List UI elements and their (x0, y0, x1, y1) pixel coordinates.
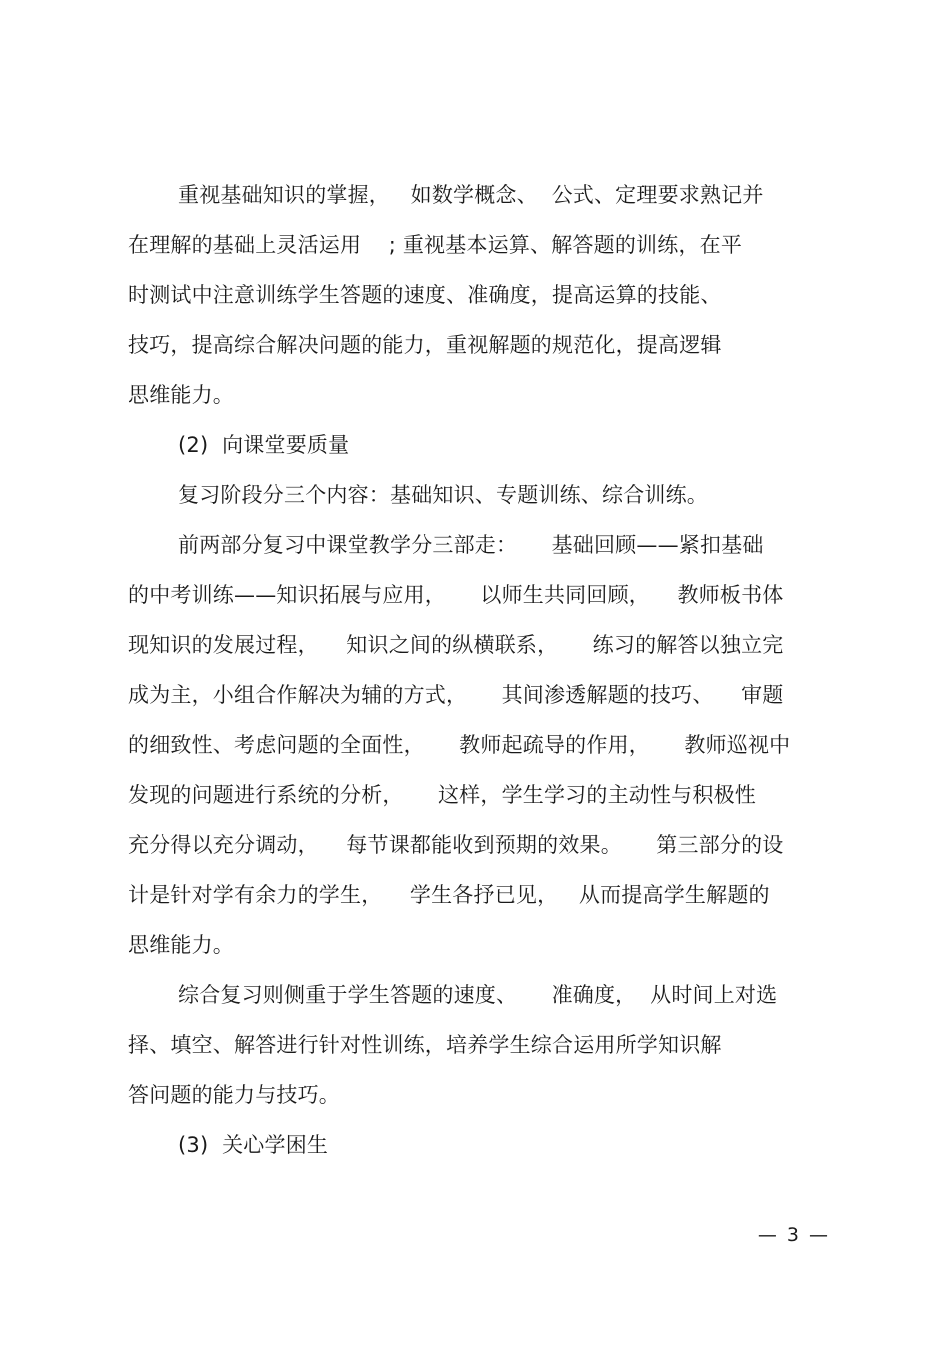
text-line: 的细致性、考虑问题的全面性， 教师起疏导的作用， 教师巡视中 (128, 733, 791, 757)
text-line: 计是针对学有余力的学生， 学生各抒已见， 从而提高学生解题的 (128, 883, 770, 907)
text-line: 复习阶段分三个内容：基础知识、专题训练、综合训练。 (178, 483, 708, 507)
text-line: 成为主，小组合作解决为辅的方式， 其间渗透解题的技巧、 审题 (128, 683, 784, 707)
text-line: 时测试中注意训练学生答题的速度、准确度，提高运算的技能、 (128, 283, 722, 307)
text-line: 的中考训练——知识拓展与应用， 以师生共同回顾， 教师板书体 (128, 583, 784, 607)
page-number: — 3 — (757, 1224, 830, 1246)
text-line: 充分得以充分调动， 每节课都能收到预期的效果。 第三部分的设 (128, 833, 784, 857)
text-line: 综合复习则侧重于学生答题的速度、 准确度， 从时间上对选 (178, 983, 778, 1007)
text-line: 在理解的基础上灵活运用 ; 重视基本运算、解答题的训练，在平 (128, 233, 743, 257)
text-line: 发现的问题进行系统的分析， 这样，学生学习的主动性与积极性 (128, 783, 756, 807)
text-line: 前两部分复习中课堂教学分三部走： 基础回顾——紧扣基础 (178, 533, 764, 557)
section-heading: (3) 关心学困生 (178, 1133, 329, 1157)
section-heading: (2) 向课堂要质量 (178, 433, 350, 457)
text-line: 答问题的能力与技巧。 (128, 1083, 340, 1107)
text-line: 择、填空、解答进行针对性训练，培养学生综合运用所学知识解 (128, 1033, 722, 1057)
text-line: 思维能力。 (128, 933, 234, 957)
text-line: 现知识的发展过程， 知识之间的纵横联系， 练习的解答以独立完 (128, 633, 784, 657)
text-line: 技巧，提高综合解决问题的能力，重视解题的规范化，提高逻辑 (128, 333, 722, 357)
text-line: 重视基础知识的掌握， 如数学概念、 公式、定理要求熟记并 (178, 183, 764, 207)
text-line: 思维能力。 (128, 383, 234, 407)
